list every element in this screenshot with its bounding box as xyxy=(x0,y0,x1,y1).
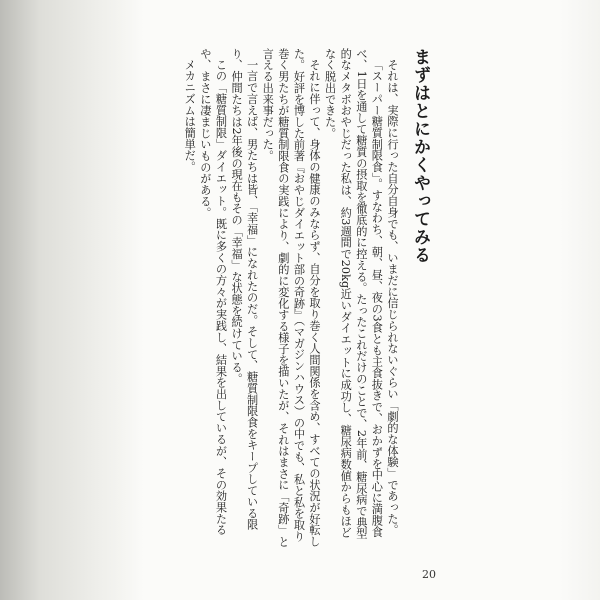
section-heading: まずはとにかくやってみる xyxy=(410,48,430,264)
paragraph-3: それに伴って、身体の健康のみならず、自分を取り巻く人間関係を含め、すべての状況が好転した。好評を博した前著『おやじダイエット部の奇跡』（マガジンハウス）の中でも、私と私を取り巻く男たちが糖質制限食の実践により、劇的に変化する様子を描いたが、それはまさに「奇跡」と言える出来事だった。 xyxy=(261,48,322,548)
vertical-text-block xyxy=(148,48,434,548)
paragraph-2: 「スーパー糖質制限食」。すなわち、朝、昼、夜の3食とも主食抜きで、おかずを中心に満腹食べ、1日を通して糖質の摂取を徹底的に控える。たったこれだけのことで、2年前、糖尿病で典型的なメタボおやじだった私は、約3週間で20kg近いダイエットに成功し、糖尿病数値からもほどなく脱出できた。 xyxy=(323,48,384,540)
paragraph-4: 一言で言えば、男たちは皆、「幸福」になれたのだ。そして、糖質制限食をキープしている限り、仲間たちは2年後の現在もその「幸福」な状態を続けている。 xyxy=(230,48,259,531)
paragraph-5: この「糖質制限」ダイエット。既に多くの方々が実践し、結果を出しているが、その効果たるや、まさに凄まじいものがある。 xyxy=(198,48,228,536)
page-binding-shadow xyxy=(0,0,144,600)
paragraph-1: それは、実際に行った自分自身でも、いまだに信じられないぐらい「劇的な体験」であった。 xyxy=(386,59,399,536)
paragraph-6: メカニズムは簡単だ。 xyxy=(183,59,197,173)
page-number: 20 xyxy=(422,568,436,581)
